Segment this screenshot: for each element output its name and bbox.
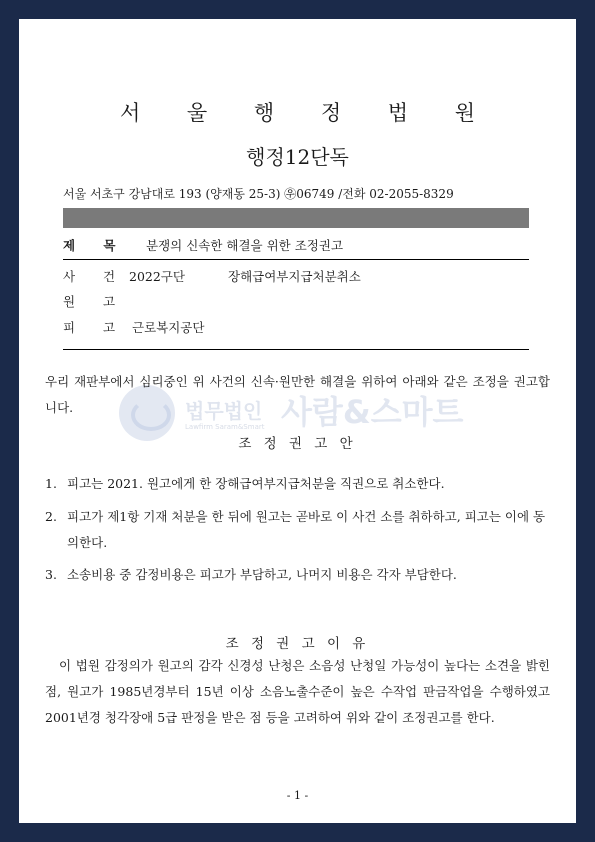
watermark-brand: 사람&스마트 (281, 393, 464, 431)
intro-paragraph: 우리 재판부에서 심리중인 위 사건의 신속·원만한 해결을 위하여 아래와 같은 조정을 권고합니다. (45, 374, 550, 415)
watermark-sub: Lawfirm Saram&Smart (185, 423, 265, 431)
reason-paragraph: 이 법원 감정의가 원고의 감각 신경성 난청은 소음성 난청일 가능성이 높다는 소견을 밝힌 점, 원고가 1985년경부터 15년 이상 소음노출수준이 높은 수작업 판금작업을 수행하였고 2001년경 청각장애 5급 판정을 받은 점 등을 고려하여 위와 같이 조정권고를 한다. (45, 658, 550, 725)
case-divider (63, 349, 529, 350)
defendant-label: 피 고 (63, 320, 128, 335)
item-text: 피고가 제1항 기재 처분을 한 뒤에 원고는 곧바로 이 사건 소를 취하하고, 피고는 이에 동의한다. (67, 509, 546, 550)
item-text: 피고는 2021. 원고에게 한 장해급여부지급처분을 직권으로 취소한다. (67, 476, 445, 491)
subject-label: 제 목 (63, 238, 128, 253)
case-number: 2022구단 (129, 269, 185, 284)
plaintiff-label: 원 고 (63, 294, 128, 309)
proposal-item (45, 504, 550, 556)
item-number: 3. (45, 567, 57, 582)
page-number: - 1 - (286, 789, 309, 802)
defendant-value: 근로복지공단 (132, 320, 205, 335)
proposal-item (45, 471, 550, 497)
subject-text: 분쟁의 신속한 해결을 위한 조정권고 (146, 238, 344, 253)
proposal-item (45, 562, 550, 588)
proposal-title: 조 정 권 고 안 (238, 436, 357, 452)
watermark-firm: 법무법인 (185, 399, 263, 423)
subject-divider (63, 259, 529, 260)
case-name: 장해급여부지급처분취소 (228, 269, 361, 284)
case-label: 사 건 (63, 269, 128, 284)
item-number: 1. (45, 476, 57, 491)
item-number: 2. (45, 509, 57, 524)
court-title: 서 울 행 정 법 원 (119, 101, 496, 125)
document-page (19, 19, 576, 823)
reason-title: 조 정 권 고 이 유 (225, 636, 370, 652)
item-text: 소송비용 중 감정비용은 피고가 부담하고, 나머지 비용은 각자 부담한다. (67, 567, 457, 582)
court-address: 서울 서초구 강남대로 193 (양재동 25-3) ㉾06749 /전화 02-2055-8329 (63, 187, 454, 201)
department-title: 행정12단독 (246, 145, 349, 169)
header-bar (63, 208, 529, 228)
